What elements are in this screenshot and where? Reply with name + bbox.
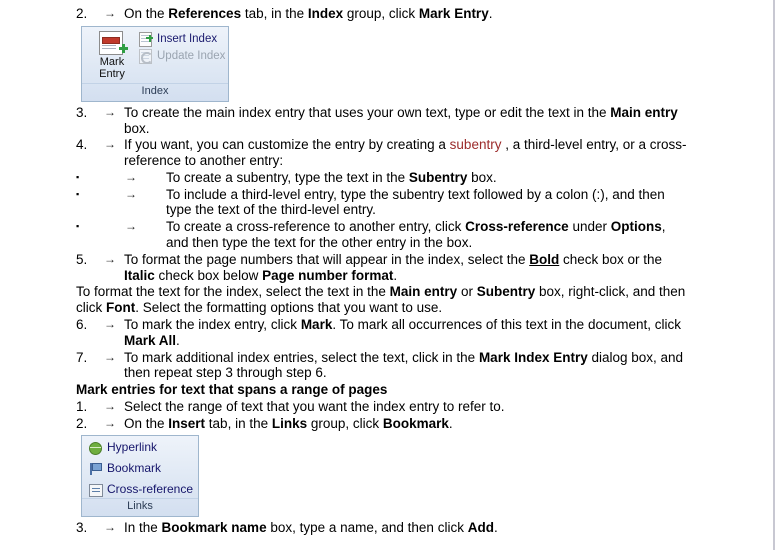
- bookmark-label: Bookmark: [107, 461, 162, 476]
- bullet-third-level-text: To include a third-level entry, type the subentry text followed by a colon (:), and then type the text of the third-level entry.: [166, 186, 665, 218]
- list-item: [76, 350, 687, 382]
- hyperlink-label: Hyperlink: [107, 440, 158, 455]
- hyperlink-icon: [88, 441, 103, 455]
- insert-index-button[interactable]: [138, 32, 225, 46]
- tab-arrow-icon: →: [104, 316, 116, 331]
- tab-arrow-icon: →: [125, 219, 137, 234]
- list-item: [76, 252, 687, 284]
- list-number: 2.: [76, 415, 88, 431]
- list-number: 6.: [76, 316, 88, 332]
- cross-reference-label: Cross-reference: [107, 482, 194, 497]
- tab-arrow-icon: →: [104, 6, 116, 20]
- update-index-icon: [138, 49, 153, 63]
- step-2-insert-bookmark-text: On the Insert tab, in the Links group, click Bookmark.: [124, 415, 453, 431]
- tab-arrow-icon: →: [104, 104, 116, 119]
- step-3-main-entry-text: To create the main index entry that uses your own text, type or edit the text in the Main entry box.: [124, 104, 678, 136]
- update-index-button[interactable]: [138, 49, 225, 63]
- bullet-marker: ▪: [76, 188, 80, 199]
- links-ribbon-group: [81, 435, 199, 517]
- tab-arrow-icon: →: [125, 169, 137, 184]
- tab-arrow-icon: →: [104, 415, 116, 430]
- tab-arrow-icon: →: [104, 137, 116, 152]
- list-number: 4.: [76, 137, 88, 153]
- list-item: [76, 520, 687, 536]
- list-item: [76, 399, 687, 415]
- mark-entry-label-line2: Entry: [99, 68, 125, 81]
- step-2-references-text: On the References tab, in the Index group, click Mark Entry.: [124, 6, 493, 21]
- bullet-marker: ▪: [76, 221, 80, 232]
- step-4-customize-text: If you want, you can customize the entry by creating a subentry , a third-level entry, or a cross-reference to another entry:: [124, 137, 687, 169]
- subentry-link[interactable]: subentry: [449, 137, 502, 153]
- list-number: 2.: [76, 6, 88, 21]
- list-number: 1.: [76, 398, 88, 414]
- hyperlink-button[interactable]: [88, 440, 194, 455]
- index-ribbon-group: [81, 26, 229, 102]
- step-1-select-range-text: Select the range of text that you want the index entry to refer to.: [124, 398, 505, 414]
- list-number: 5.: [76, 251, 88, 267]
- insert-index-icon: [138, 32, 153, 46]
- list-item: [76, 187, 687, 219]
- section-heading: Mark entries for text that spans a range of pages: [76, 382, 388, 398]
- paragraph-format-text: To format the text for the index, select the text in the Main entry or Subentry box, right-click, and then click Font. Select the formatting options that you want to use.: [76, 284, 686, 316]
- list-number: 7.: [76, 349, 88, 365]
- step-5-format-page-numbers-text: To format the page numbers that will appear in the index, select the Bold check box or the Italic check box below Page number format.: [124, 251, 663, 283]
- tab-arrow-icon: →: [125, 186, 137, 201]
- mark-entry-icon: [95, 30, 129, 56]
- list-item: [76, 6, 687, 22]
- bookmark-icon: [88, 462, 103, 476]
- tab-arrow-icon: →: [104, 251, 116, 266]
- list-item: [76, 137, 687, 169]
- links-group-label: Links: [82, 498, 198, 514]
- index-group-label: Index: [82, 83, 228, 99]
- list-number: 3.: [76, 520, 88, 536]
- tab-arrow-icon: →: [104, 349, 116, 364]
- list-number: 3.: [76, 104, 88, 120]
- list-item: [76, 416, 687, 432]
- cross-reference-button[interactable]: [88, 482, 194, 497]
- step-3-bookmark-name-text: In the Bookmark name box, type a name, and then click Add.: [124, 520, 498, 536]
- step-6-mark-text: To mark the index entry, click Mark. To mark all occurrences of this text in the document, click Mark All.: [124, 316, 681, 348]
- bullet-subentry-text: To create a subentry, type the text in the Subentry box.: [166, 169, 497, 185]
- cross-reference-icon: [88, 483, 103, 497]
- step-7-additional-entries-text: To mark additional index entries, select the text, click in the Mark Index Entry dialog box, and then repeat step 3 through step 6.: [124, 349, 684, 381]
- list-item: [76, 105, 687, 137]
- document-content: [0, 6, 775, 536]
- list-item: [76, 170, 687, 186]
- bullet-cross-reference-text: To create a cross-reference to another entry, click Cross-reference under Options, and then type the text for the other entry in the box.: [166, 219, 666, 251]
- insert-index-label: Insert Index: [157, 32, 218, 45]
- bullet-marker: ▪: [76, 171, 80, 182]
- bookmark-button[interactable]: [88, 461, 194, 476]
- list-item: [76, 219, 687, 251]
- tab-arrow-icon: →: [104, 520, 116, 535]
- list-item: [76, 317, 687, 349]
- mark-entry-label-line1: Mark: [99, 55, 125, 68]
- mark-entry-button[interactable]: [86, 30, 138, 83]
- tab-arrow-icon: →: [104, 398, 116, 413]
- update-index-label: Update Index: [157, 50, 226, 63]
